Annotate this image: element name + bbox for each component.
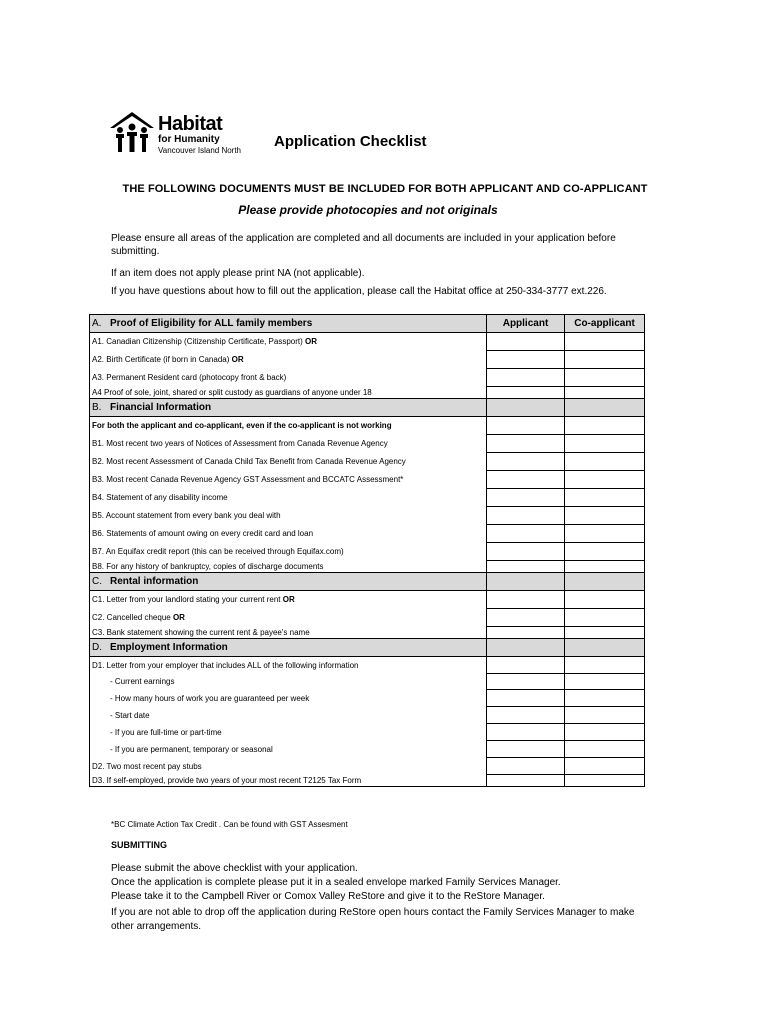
item-label: A1. Canadian Citizenship (Citizenship Certificate, Passport) <box>92 337 305 347</box>
section-letter: A. <box>92 318 102 329</box>
co-applicant-check-box[interactable] <box>565 333 645 351</box>
photocopies-note: Please provide photocopies and not originals <box>238 203 498 217</box>
submitting-line-1: Please submit the above checklist with your application. <box>111 863 358 874</box>
co-applicant-check-box[interactable] <box>565 417 645 435</box>
checklist-row <box>90 707 645 724</box>
logo-region: Vancouver Island North <box>158 146 242 155</box>
column-header-applicant <box>487 399 565 417</box>
checklist-item-text <box>90 758 487 775</box>
logo-tagline: for Humanity <box>158 134 220 145</box>
checklist-item-text <box>90 657 487 674</box>
section-title-text: Financial Information <box>110 402 212 413</box>
co-applicant-check-box[interactable] <box>565 351 645 369</box>
item-label: A2. Birth Certificate (if born in Canada) <box>92 355 232 364</box>
co-applicant-check-box[interactable] <box>565 435 645 453</box>
checklist-item-text <box>90 609 487 627</box>
applicant-check-box[interactable] <box>487 561 565 573</box>
co-applicant-check-box[interactable] <box>565 741 645 758</box>
item-label: - If you are permanent, temporary or seasonal <box>110 744 273 754</box>
intro-paragraph-2: If an item does not apply please print NA (not applicable). <box>111 268 365 279</box>
section-title-text: Proof of Eligibility for ALL family members <box>110 318 313 329</box>
applicant-check-box[interactable] <box>487 707 565 724</box>
checklist-item-text <box>90 775 487 787</box>
checklist-row <box>90 758 645 775</box>
checklist-item-text <box>90 627 487 639</box>
checklist-row <box>90 333 645 351</box>
co-applicant-check-box[interactable] <box>565 591 645 609</box>
submitting-line-3: Please take it to the Campbell River or Comox Valley ReStore and give it to the ReStore Manager. <box>111 891 545 902</box>
habitat-house-people-icon <box>108 108 156 156</box>
required-documents-heading: THE FOLLOWING DOCUMENTS MUST BE INCLUDED FOR BOTH APPLICANT AND CO-APPLICANT <box>122 183 648 195</box>
item-label: - How many hours of work you are guaranteed per week <box>110 693 310 703</box>
item-label: - If you are full-time or part-time <box>110 727 222 737</box>
checklist-row <box>90 417 645 435</box>
item-label: D3. If self-employed, provide two years of your most recent T2125 Tax Form <box>92 775 362 785</box>
applicant-check-box[interactable] <box>487 591 565 609</box>
item-label: B8. For any history of bankruptcy, copies of discharge documents <box>92 561 324 571</box>
checklist-row <box>90 387 645 399</box>
applicant-check-box[interactable] <box>487 543 565 561</box>
section-header <box>90 639 645 657</box>
checklist-item-text <box>90 561 487 573</box>
applicant-check-box[interactable] <box>487 507 565 525</box>
applicant-check-box[interactable] <box>487 525 565 543</box>
item-label: B4. Statement of any disability income <box>92 493 228 502</box>
checklist-item-text <box>90 741 487 758</box>
item-label: A4 Proof of sole, joint, shared or split custody as guardians of anyone under 18 <box>92 387 372 397</box>
item-label: B1. Most recent two years of Notices of Assessment from Canada Revenue Agency <box>92 439 388 448</box>
item-label: A3. Permanent Resident card (photocopy front & back) <box>92 373 287 382</box>
applicant-check-box[interactable] <box>487 489 565 507</box>
checklist-item-text <box>90 387 487 399</box>
applicant-check-box[interactable] <box>487 387 565 399</box>
column-header-co-applicant: Co-applicant <box>565 315 645 333</box>
item-label: B3. Most recent Canada Revenue Agency GST Assessment and BCCATC Assessment* <box>92 475 404 484</box>
checklist-item-text <box>90 435 487 453</box>
checklist-item-text <box>90 591 487 609</box>
checklist-item-text <box>90 333 487 351</box>
submitting-line-2: Once the application is complete please put it in a sealed envelope marked Family Services Manager. <box>111 877 561 888</box>
co-applicant-check-box[interactable] <box>565 724 645 741</box>
checklist-item-text <box>90 369 487 387</box>
logo-word: Habitat <box>158 113 223 135</box>
checklist-row <box>90 690 645 707</box>
section-header <box>90 399 645 417</box>
co-applicant-check-box[interactable] <box>565 707 645 724</box>
section-title <box>90 573 487 591</box>
section-title-text: Employment Information <box>110 642 228 653</box>
bccatc-footnote: *BC Climate Action Tax Credit . Can be found with GST Assesment <box>111 820 348 829</box>
co-applicant-check-box[interactable] <box>565 674 645 690</box>
item-label: C2. Cancelled cheque <box>92 613 173 622</box>
checklist-row <box>90 453 645 471</box>
checklist-row <box>90 775 645 787</box>
checklist-item-text <box>90 707 487 724</box>
section-title-text: Rental information <box>110 576 199 587</box>
column-header-co-applicant <box>565 639 645 657</box>
checklist-item-text <box>90 543 487 561</box>
item-label: C1. Letter from your landlord stating your current rent <box>92 595 283 605</box>
submitting-heading: SUBMITTING <box>111 840 167 850</box>
applicant-check-box[interactable] <box>487 657 565 674</box>
co-applicant-check-box[interactable] <box>565 758 645 775</box>
checklist-item-text <box>90 417 487 435</box>
item-emphasis: OR <box>172 613 185 622</box>
habitat-logo <box>108 108 248 158</box>
applicant-check-box[interactable] <box>487 690 565 707</box>
column-header-co-applicant <box>565 399 645 417</box>
checklist-row <box>90 471 645 489</box>
applicant-check-box[interactable] <box>487 627 565 639</box>
section-title <box>90 315 487 333</box>
checklist-item-text <box>90 453 487 471</box>
item-label: B2. Most recent Assessment of Canada Child Tax Benefit from Canada Revenue Agency <box>92 457 406 466</box>
column-header-co-applicant <box>565 573 645 591</box>
co-applicant-check-box[interactable] <box>565 471 645 489</box>
column-header-applicant: Applicant <box>487 315 565 333</box>
section-header <box>90 573 645 591</box>
column-header-applicant <box>487 639 565 657</box>
checklist-row <box>90 543 645 561</box>
co-applicant-check-box[interactable] <box>565 489 645 507</box>
checklist-row <box>90 627 645 639</box>
item-label: B6. Statements of amount owing on every credit card and loan <box>92 529 314 538</box>
checklist-row <box>90 657 645 674</box>
item-emphasis: OR <box>282 595 295 605</box>
checklist-row <box>90 561 645 573</box>
section-title <box>90 399 487 417</box>
checklist-row <box>90 741 645 758</box>
checklist-row <box>90 351 645 369</box>
intro-paragraph-1: Please ensure all areas of the application are completed and all documents are included in your application before submitting. <box>111 233 616 257</box>
section-letter: D. <box>92 642 102 653</box>
item-label: B5. Account statement from every bank you deal with <box>92 511 281 520</box>
checklist-row <box>90 724 645 741</box>
co-applicant-check-box[interactable] <box>565 690 645 707</box>
checklist-item-text <box>90 351 487 369</box>
item-label: D2. Two most recent pay stubs <box>92 761 202 771</box>
section-letter: B. <box>92 402 102 413</box>
co-applicant-check-box[interactable] <box>565 525 645 543</box>
checklist-row <box>90 369 645 387</box>
item-label: - Start date <box>110 710 150 720</box>
applicant-check-box[interactable] <box>487 758 565 775</box>
co-applicant-check-box[interactable] <box>565 387 645 399</box>
applicant-check-box[interactable] <box>487 435 565 453</box>
section-header <box>90 315 645 333</box>
item-emphasis: OR <box>304 337 317 347</box>
applicant-check-box[interactable] <box>487 333 565 351</box>
co-applicant-check-box[interactable] <box>565 775 645 787</box>
checklist-row <box>90 507 645 525</box>
applicant-check-box[interactable] <box>487 453 565 471</box>
applicant-check-box[interactable] <box>487 471 565 489</box>
checklist-item-text <box>90 724 487 741</box>
page-title: Application Checklist <box>274 133 427 150</box>
applicant-check-box[interactable] <box>487 351 565 369</box>
checklist-row <box>90 674 645 690</box>
applicant-check-box[interactable] <box>487 724 565 741</box>
item-label: D1. Letter from your employer that includes ALL of the following information <box>92 660 359 670</box>
applicant-check-box[interactable] <box>487 369 565 387</box>
section-letter: C. <box>92 576 102 587</box>
applicant-check-box[interactable] <box>487 609 565 627</box>
item-label: C3. Bank statement showing the current rent & payee's name <box>92 627 310 637</box>
co-applicant-check-box[interactable] <box>565 657 645 674</box>
checklist-item-text <box>90 690 487 707</box>
submitting-line-4: If you are not able to drop off the application during ReStore open hours contact the Family Services Manager to make other arrangements. <box>111 907 635 932</box>
checklist-row <box>90 591 645 609</box>
checklist-row <box>90 489 645 507</box>
checklist-item-text <box>90 674 487 690</box>
applicant-check-box[interactable] <box>487 741 565 758</box>
co-applicant-check-box[interactable] <box>565 609 645 627</box>
intro-paragraph-3: If you have questions about how to fill out the application, please call the Habitat office at 250-334-3777 ext.226. <box>111 286 607 297</box>
checklist-row <box>90 525 645 543</box>
item-emphasis: OR <box>231 355 244 364</box>
checklist-item-text <box>90 489 487 507</box>
section-title <box>90 639 487 657</box>
co-applicant-check-box[interactable] <box>565 453 645 471</box>
checklist-row <box>90 435 645 453</box>
co-applicant-check-box[interactable] <box>565 507 645 525</box>
checklist-item-text <box>90 507 487 525</box>
item-emphasis: For both the applicant and co-applicant, even if the co-applicant is not working <box>92 421 392 431</box>
co-applicant-check-box[interactable] <box>565 543 645 561</box>
column-header-applicant <box>487 573 565 591</box>
checklist-item-text <box>90 525 487 543</box>
checklist-row <box>90 609 645 627</box>
co-applicant-check-box[interactable] <box>565 369 645 387</box>
applicant-check-box[interactable] <box>487 775 565 787</box>
item-label: - Current earnings <box>110 677 175 686</box>
co-applicant-check-box[interactable] <box>565 561 645 573</box>
document-checklist-table <box>89 314 645 787</box>
checklist-item-text <box>90 471 487 489</box>
co-applicant-check-box[interactable] <box>565 627 645 639</box>
applicant-check-box[interactable] <box>487 674 565 690</box>
applicant-check-box[interactable] <box>487 417 565 435</box>
item-label: B7. An Equifax credit report (this can be received through Equifax.com) <box>92 547 344 556</box>
